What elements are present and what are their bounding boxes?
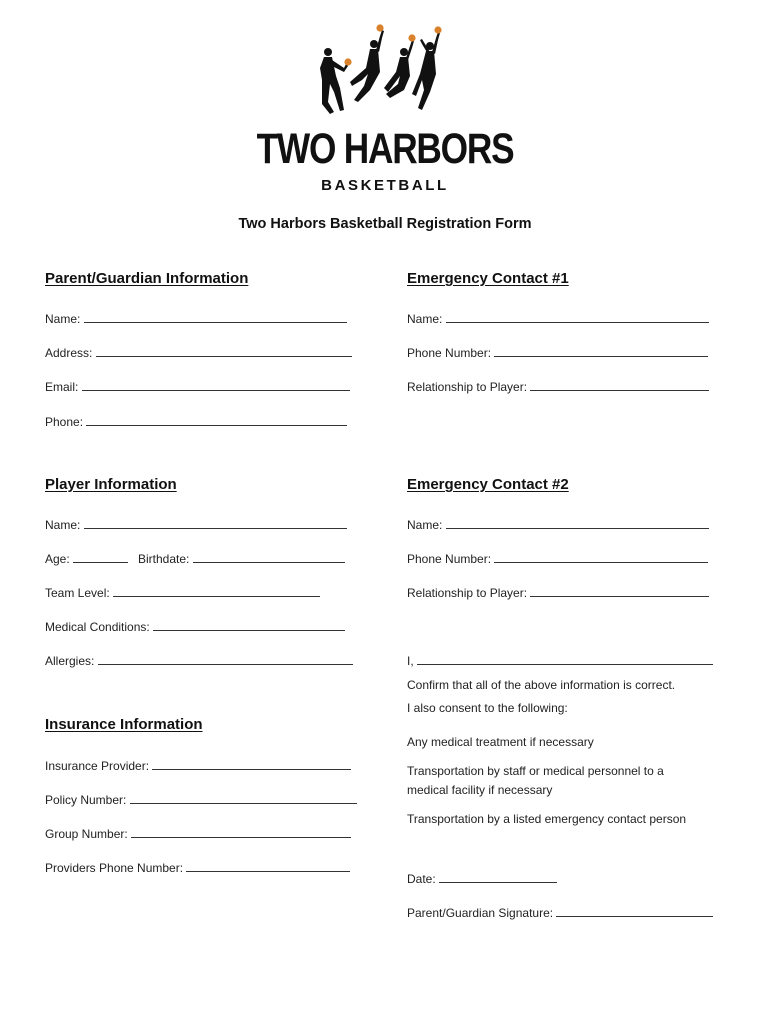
emergency2-name-label: Name: xyxy=(407,518,443,532)
emergency1-phone-line[interactable] xyxy=(494,345,708,357)
player-birthdate-field[interactable] xyxy=(138,551,345,567)
player-name-label: Name: xyxy=(45,518,81,532)
basketball-icon xyxy=(376,24,383,31)
consent-date-label: Date: xyxy=(407,872,436,886)
form-title: Two Harbors Basketball Registration Form xyxy=(238,216,532,232)
insurance-providers-phone-label: Providers Phone Number: xyxy=(45,861,184,875)
player-age-label: Age: xyxy=(45,552,70,566)
player-allergies-line[interactable] xyxy=(98,653,353,665)
emergency1-relationship-label: Relationship to Player: xyxy=(407,380,528,394)
basketball-icon xyxy=(408,34,415,41)
player-medical-field[interactable] xyxy=(45,619,345,635)
insurance-policy-label: Policy Number: xyxy=(45,793,127,807)
emergency2-relationship-field[interactable] xyxy=(407,585,709,601)
parent-address-line[interactable] xyxy=(96,345,352,357)
basketball-icon xyxy=(344,58,351,65)
emergency2-name-field[interactable] xyxy=(407,517,709,533)
brand-title: TWO HARBORS xyxy=(256,125,514,173)
consent-item: Transportation by a listed emergency contact person xyxy=(407,812,687,826)
player-allergies-field[interactable] xyxy=(45,653,353,669)
insurance-policy-field[interactable] xyxy=(45,792,357,808)
consent-item: medical facility if necessary xyxy=(407,783,553,797)
insurance-provider-line[interactable] xyxy=(152,758,351,770)
consent-signature-line[interactable] xyxy=(556,905,713,917)
consent-name-field[interactable] xyxy=(407,653,713,669)
emergency2-name-line[interactable] xyxy=(446,517,709,529)
insurance-section-heading: Insurance Information xyxy=(45,716,203,733)
player-section-heading: Player Information xyxy=(45,476,177,493)
emergency2-phone-label: Phone Number: xyxy=(407,552,492,566)
player-age-line[interactable] xyxy=(73,551,128,563)
insurance-policy-line[interactable] xyxy=(130,792,357,804)
insurance-group-label: Group Number: xyxy=(45,827,128,841)
consent-date-field[interactable] xyxy=(407,871,557,887)
player-name-line[interactable] xyxy=(84,517,347,529)
emergency1-name-line[interactable] xyxy=(446,311,709,323)
player-silhouette-2 xyxy=(350,30,384,102)
parent-name-field[interactable] xyxy=(45,311,347,327)
player-team-level-label: Team Level: xyxy=(45,586,110,600)
basketball-players-logo xyxy=(318,24,452,124)
emergency1-relationship-field[interactable] xyxy=(407,379,709,395)
insurance-providers-phone-line[interactable] xyxy=(186,860,350,872)
parent-email-field[interactable] xyxy=(45,379,350,395)
emergency1-section-heading: Emergency Contact #1 xyxy=(407,270,569,287)
parent-name-line[interactable] xyxy=(84,311,347,323)
player-age-field[interactable] xyxy=(45,551,128,567)
player-medical-line[interactable] xyxy=(153,619,345,631)
consent-name-line[interactable] xyxy=(417,653,713,665)
consent-intro-text: I also consent to the following: xyxy=(407,701,568,715)
parent-address-label: Address: xyxy=(45,346,93,360)
emergency2-relationship-line[interactable] xyxy=(530,585,709,597)
player-team-level-line[interactable] xyxy=(113,585,320,597)
insurance-provider-field[interactable] xyxy=(45,758,351,774)
parent-email-label: Email: xyxy=(45,380,79,394)
player-name-field[interactable] xyxy=(45,517,347,533)
consent-i-label: I, xyxy=(407,654,414,668)
consent-confirm-text: Confirm that all of the above information is correct. xyxy=(407,678,676,692)
insurance-group-field[interactable] xyxy=(45,826,351,842)
insurance-providers-phone-field[interactable] xyxy=(45,860,350,876)
insurance-group-line[interactable] xyxy=(131,826,351,838)
parent-address-field[interactable] xyxy=(45,345,352,361)
player-birthdate-label: Birthdate: xyxy=(138,552,190,566)
player-silhouette-3 xyxy=(384,40,414,98)
emergency1-phone-label: Phone Number: xyxy=(407,346,492,360)
parent-phone-field[interactable] xyxy=(45,414,347,430)
consent-date-line[interactable] xyxy=(439,871,557,883)
emergency2-section-heading: Emergency Contact #2 xyxy=(407,476,569,493)
emergency2-phone-field[interactable] xyxy=(407,551,708,567)
emergency2-relationship-label: Relationship to Player: xyxy=(407,586,528,600)
parent-section-heading: Parent/Guardian Information xyxy=(45,270,249,287)
parent-phone-line[interactable] xyxy=(86,414,347,426)
consent-item: Transportation by staff or medical personnel to a xyxy=(407,764,664,778)
player-silhouette-4 xyxy=(412,32,440,110)
emergency2-phone-line[interactable] xyxy=(494,551,708,563)
player-birthdate-line[interactable] xyxy=(193,551,345,563)
consent-signature-label: Parent/Guardian Signature: xyxy=(407,906,554,920)
emergency1-phone-field[interactable] xyxy=(407,345,708,361)
consent-item: Any medical treatment if necessary xyxy=(407,735,594,749)
basketball-icon xyxy=(434,26,441,33)
parent-phone-label: Phone: xyxy=(45,415,84,429)
player-silhouette-1 xyxy=(320,48,348,114)
parent-email-line[interactable] xyxy=(82,379,350,391)
player-allergies-label: Allergies: xyxy=(45,654,95,668)
parent-name-label: Name: xyxy=(45,312,81,326)
brand-subtitle: BASKETBALL xyxy=(321,177,449,194)
insurance-provider-label: Insurance Provider: xyxy=(45,759,150,773)
consent-signature-field[interactable] xyxy=(407,905,713,921)
player-medical-label: Medical Conditions: xyxy=(45,620,150,634)
emergency1-name-label: Name: xyxy=(407,312,443,326)
emergency1-relationship-line[interactable] xyxy=(530,379,709,391)
emergency1-name-field[interactable] xyxy=(407,311,709,327)
player-team-level-field[interactable] xyxy=(45,585,320,601)
